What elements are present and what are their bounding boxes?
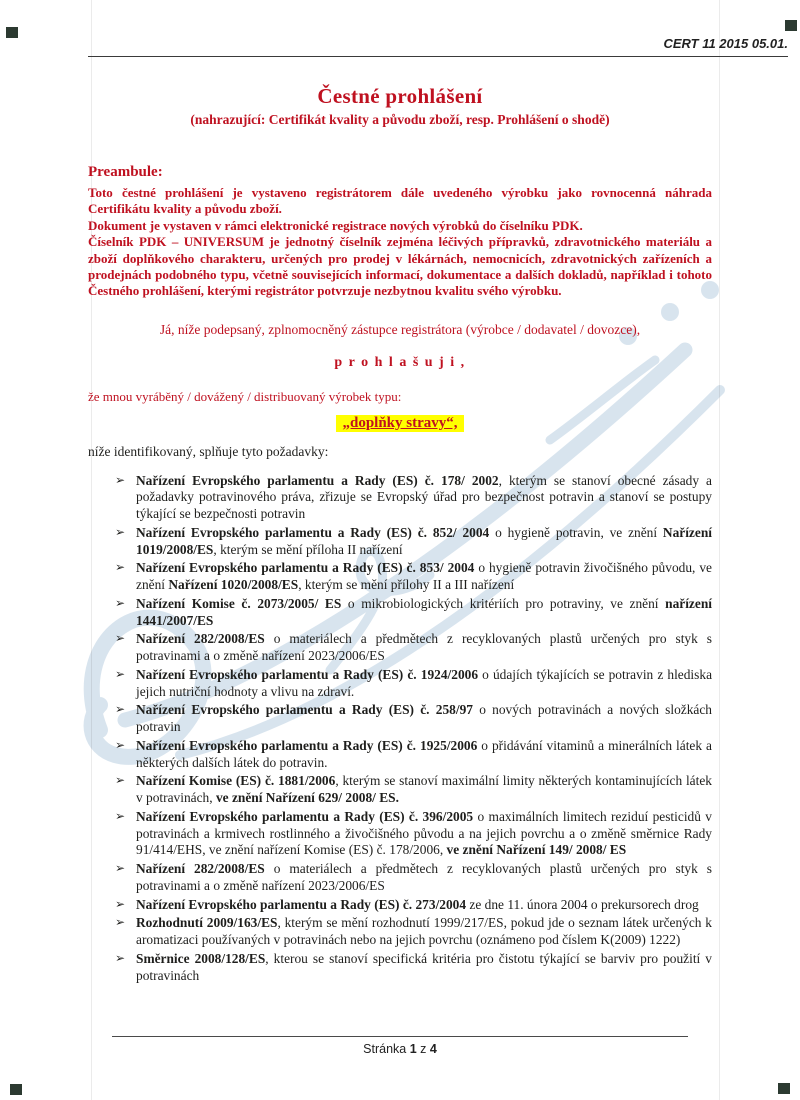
requirement-reference: Nařízení 282/2008/ES (136, 861, 265, 877)
requirement-text: o materiálech a předmětech z recyklovaných plastů určených pro styk s potravinami a o změně nařízení 2023/2006/ES (136, 631, 712, 664)
requirement-text: o mikrobiologických kritériích pro potraviny, ve znění (341, 595, 666, 611)
requirement-reference: Nařízení Evropského parlamentu a Rady (ES) č. 178/ 2002 (136, 472, 499, 488)
declaration-product-intro: že mnou vyráběný / dovážený / distribuovaný výrobek typu: (88, 388, 402, 404)
list-arrow-icon: ➢ (115, 773, 126, 788)
requirement-item (115, 809, 712, 859)
requirement-item (115, 773, 712, 807)
requirement-text: o přidávání vitaminů a minerálních látek a některých dalších látek do potravin. (136, 737, 712, 770)
list-arrow-icon: ➢ (115, 915, 126, 930)
requirement-text: ze dne 11. února 2004 o prekursorech drog (466, 896, 699, 912)
preamble-paragraph: Číselník PDK – UNIVERSUM je jednotný číselník zejména léčivých přípravků, zdravotnického materiálu a zboží doplňkového charakteru, určených pro prodej v lékárnách, nemocnicích, zdravotnických zařízeních a prodejnách podobného typu, včetně souvisejících informací, dokumentace a dalších dokladů, například i tohoto Čestného prohlášení, kterými registrátor potvrzuje nezbytnou kvalitu svého výrobku. (88, 234, 712, 299)
requirement-text: , kterým se stanoví obecné zásady a požadavky potravinového práva, zřizuje se Evropský úřad pro bezpečnost potravin a stanoví se postupy týkající se bezpečnosti potravin (136, 472, 712, 522)
requirement-reference: Nařízení Komise (ES) č. 1881/2006 (136, 773, 336, 789)
list-arrow-icon: ➢ (115, 896, 126, 911)
requirement-reference: ve znění Nařízení 629/ 2008/ ES. (215, 790, 399, 806)
requirement-reference: Rozhodnutí 2009/163/ES (136, 915, 278, 931)
requirement-item (115, 631, 712, 665)
preamble-paragraph: Dokument je vystaven v rámci elektronické registrace nových výrobků do číselníku PDK. (88, 217, 583, 233)
document-subtitle: (nahrazující: Certifikát kvality a původu zboží, resp. Prohlášení o shodě) (190, 112, 610, 127)
requirement-reference: Nařízení Evropského parlamentu a Rady (ES) č. 1924/2006 (136, 666, 479, 682)
preamble-heading: Preambule: (88, 164, 163, 180)
requirement-text: , kterým se mění rozhodnutí 1999/217/ES, pokud jde o seznam látek určených k aromatizaci používaných v potravinách nebo na jejich povrchu (oznámeno pod číslem K(2009) 1222) (136, 915, 712, 948)
footer-label: Stránka (363, 1042, 410, 1056)
corner-mark-top-right (785, 20, 797, 31)
preamble-paragraph: Toto čestné prohlášení je vystaveno registrátorem dále uvedeného výrobku jako rovnocenná náhrada Certifikátu kvality a původu zboží. (88, 185, 712, 217)
requirement-item (115, 738, 712, 772)
list-arrow-icon: ➢ (115, 560, 126, 575)
requirement-item (115, 596, 712, 630)
requirement-text: , kterým se mění příloha II nařízení (213, 541, 403, 557)
requirement-reference: Směrnice 2008/128/ES (136, 950, 266, 966)
requirement-item (115, 897, 712, 914)
requirement-reference: nařízení 1441/2007/ES (136, 595, 712, 628)
list-arrow-icon: ➢ (115, 950, 126, 965)
requirement-item (115, 667, 712, 701)
requirement-item (115, 915, 712, 949)
list-arrow-icon: ➢ (115, 861, 126, 876)
requirement-reference: ve znění Nařízení 149/ 2008/ ES (446, 842, 627, 858)
list-arrow-icon: ➢ (115, 472, 126, 487)
requirement-item (115, 473, 712, 523)
requirement-text: o údajích týkajících se potravin z hlediska jejich nutriční hodnoty a vlivu na zdraví. (136, 666, 713, 699)
requirement-reference: Nařízení Evropského parlamentu a Rady (ES) č. 273/2004 (136, 896, 467, 912)
requirement-item (115, 861, 712, 895)
corner-mark-bottom-right (778, 1083, 790, 1094)
requirements-list (88, 473, 712, 985)
requirement-reference: Nařízení 1020/2008/ES (168, 577, 299, 593)
corner-mark-bottom-left (10, 1084, 22, 1095)
list-arrow-icon: ➢ (115, 808, 126, 823)
requirement-reference: Nařízení Evropského parlamentu a Rady (ES) č. 852/ 2004 (136, 524, 490, 540)
list-arrow-icon: ➢ (115, 595, 126, 610)
requirement-text: o maximálních limitech reziduí pesticidů v potravinách a krmivech rostlinného a živočišného původu a na jejich povrchu a o změně směrnice Rady 91/414/EHS, ve znění nařízení Komise (ES) č. 178/2006, (136, 808, 712, 858)
requirement-text: o hygieně potravin živočišného původu, ve znění (136, 560, 712, 593)
requirement-text: o hygieně potravin, ve znění (489, 524, 663, 540)
footer-of-label: z (416, 1042, 430, 1056)
document-code-header (88, 36, 788, 57)
declaration-intro: Já, níže podepsaný, zplnomocněný zástupce registrátora (výrobce / dodavatel / dovozce), (159, 321, 641, 337)
product-type-row (88, 414, 712, 432)
document-code: CERT 11 2015 05.01. (663, 36, 788, 51)
requirement-reference: Nařízení Evropského parlamentu a Rady (ES) č. 1925/2006 (136, 737, 478, 753)
requirement-reference: Nařízení 1019/2008/ES (136, 524, 712, 557)
requirement-text: , kterou se stanoví specifická kritéria pro čistotu týkající se barviv pro použití v potravinách (136, 950, 712, 983)
requirement-reference: Nařízení Evropského parlamentu a Rady (ES) č. 396/2005 (136, 808, 474, 824)
product-type-highlight: „doplňky stravy“, (336, 415, 463, 432)
footer-page-number: 1 (409, 1042, 417, 1056)
requirement-item (115, 702, 712, 736)
requirement-text: , kterým se mění přílohy II a III nařízení (298, 577, 515, 593)
scan-fold-line-right (719, 0, 720, 1100)
list-arrow-icon: ➢ (115, 524, 126, 539)
declaration-verb: p r o h l a š u j i , (334, 354, 466, 370)
document-title: Čestné prohlášení (317, 84, 483, 108)
requirements-intro: níže identifikovaný, splňuje tyto požadavky: (88, 443, 329, 459)
requirement-reference: Nařízení Evropského parlamentu a Rady (ES) č. 258/97 (136, 702, 473, 718)
requirement-text: , kterým se stanoví maximální limity některých kontaminujících látek v potravinách, (136, 773, 712, 806)
requirement-item (115, 525, 712, 559)
requirement-text: o nových potravinách a nových složkách potravin (136, 702, 712, 735)
requirement-item (115, 560, 712, 594)
list-arrow-icon: ➢ (115, 737, 126, 752)
list-arrow-icon: ➢ (115, 702, 126, 717)
footer-total-pages: 4 (429, 1042, 437, 1056)
requirement-reference: Nařízení Komise č. 2073/2005/ ES (136, 595, 342, 611)
list-arrow-icon: ➢ (115, 666, 126, 681)
requirement-item (115, 951, 712, 985)
list-arrow-icon: ➢ (115, 631, 126, 646)
requirement-reference: Nařízení 282/2008/ES (136, 631, 265, 647)
requirement-text: o materiálech a předmětech z recyklovaných plastů určených pro styk s potravinami a o změně nařízení 2023/2006/ES (136, 861, 712, 893)
corner-mark-top-left (6, 27, 18, 38)
page-footer (112, 1036, 688, 1056)
requirement-reference: Nařízení Evropského parlamentu a Rady (ES) č. 853/ 2004 (136, 560, 475, 576)
